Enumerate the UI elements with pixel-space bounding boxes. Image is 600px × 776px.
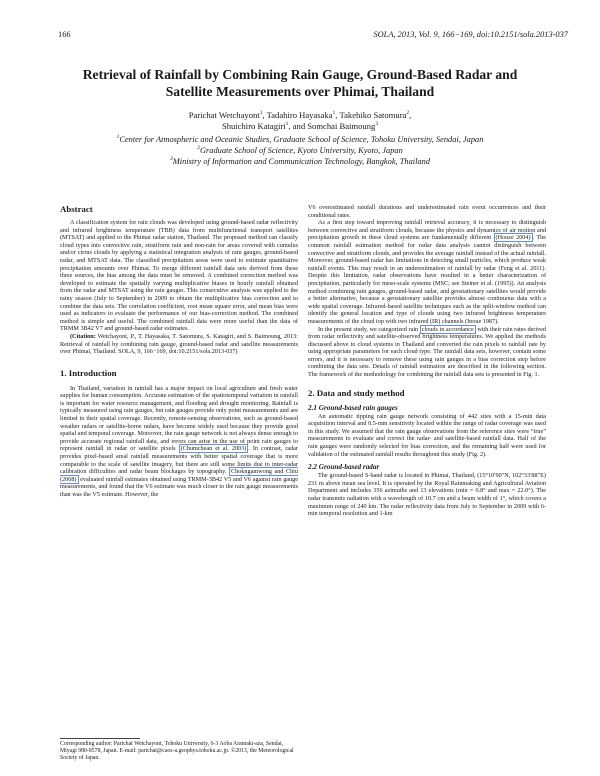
paper-title: Retrieval of Rainfall by Combining Rain Gauge, Ground-Based Radar and Satellite Measurements over Phimai, Thailand [82, 67, 518, 99]
page-number: 166 [58, 30, 71, 39]
abstract-heading: Abstract [60, 204, 93, 214]
paragraph: The ground-based S-band radar is located in Phimai, Thailand, (15°10′90″N, 102°33′88″E) 231 m above mean sea level. It is operated by the Royal Rainmaking and Agricultural Aviation Department and includes 356 azimuths and 13 elevations (min = 0.8° and max = 22.0°). The radar transmits radiation with a wavelength of 10.7 cm and a beam width of 1°, which covers a maximum range of 240 km. The radar reflectivity data from July to September in 2009 with 6-min temporal resolution and 1-km [308, 472, 546, 518]
running-header [58, 30, 568, 42]
affiliation-2: $^2$Graduate School of Science, Kyoto University, Kyoto, Japan [197, 145, 403, 155]
reference-link[interactable]: (Houze 2004) [495, 234, 531, 242]
reference-link[interactable]: Chokngamwong and Chiu (2008) [60, 468, 298, 483]
right-column [308, 204, 546, 518]
abstract-citation: (Citation: Wetchayont, P., T. Hayasaka, T. Satomura, S. Katagiri, and S. Baimoung, 2013: Retrieval of rainfall by combining rain gauge, ground-based radar and satellite measurements over Phimai, Thailand. SOLA, 9, 166−169, doi:10.2151/sola.2013-037) [60, 332, 298, 356]
paragraph: As a first step toward improving rainfall retrieval accuracy, it is necessary to distinguish between convective and stratiform clouds, because the physics and dynamics of air motion and precipitation growth in these cloud systems are fundamentally different (Houze 2004) . The common rainfall estimation method for radar data analysis cannot distinguish between convective and stratiform clouds, and provides the average rainfall instead of the actual rainfall. Moreover, ground-based radar has limitations in detecting small particles, which produce weak rainfall events. This may result in an underestimation of rainfall by radar (Feng et al. 2011). Despite this limitation, radar observations have resulted in a better characterization of precipitation, particularly for meso-scale systems (MSC; see Steiner et al. (1995)). An analysis method combining rain gauges, ground-based radar, and geostationary satellites would provide a better alternative, because a geostationary satellite provides almost continuous data with a wide spatial coverage. Infrared-based satellite techniques such as the split-window method can identify the general location and type of clouds using two infrared brightness temperature measurements of the cloud top with two infrared (IR) channels (Inoue 1987). [308, 219, 546, 325]
journal-citation: SOLA, 2013, Vol. 9, 166−169, doi:10.2151/sola.2013-037 [373, 30, 568, 39]
reference-link[interactable]: clouds in accordance [421, 325, 474, 333]
introduction-paragraph: In Thailand, variation in rainfall has a major impact on local agriculture and fresh water supplies for human consumption. Accurate estimation of the spatiotemporal variation in rainfall is important for water resource management, and flooding and drought monitoring. Rainfall is typically measured using rain gauges, but rain gauges provide only point measurements and are limited in their spatial coverage. Recently, remote-sensing observations, such as ground-based weather radars or satellite-borne radars, have become widely used because they provide good spatial and temporal coverage. Moreover, the rain gauge network is not always dense enough to provide accurate regional rainfall data, and errors can arise in the use of point rain gauges to represent rainfall in radar or satellite pixels (Chumchean et al. 2003) . In contrast, radar provides pixel-based areal rainfall measurements with better spatial coverage that is more comparable to the scale of satellite imagery, but there are still some limits due to inter-radar calibration difficulties and radar beam blockages by topography. Chokngamwong and Chiu (2008) evaluated rainfall estimates obtained using TRMM-3B42 V5 and V6 against rain gauge measurements, and found that the V6 estimate was much closer to the rain gauge measurements than was the V5 estimate. However, the [60, 384, 298, 498]
paragraph: In the present study, we categorized rain clouds in accordance with their rain rates derived from radar reflectivity and satellite-observed brightness temperatures. We applied the methods discussed above to cloud systems in Thailand and converted the rain pixels to rainfall rate by using appropriate parameters for each cloud type. The rainfall data sets, however, contain some errors, and it is necessary to remove these using rain gauges in a bias correction step before combining the data sets. Details of rainfall estimation are described in the following section. The framework of the methodology for combining the rainfall data sets is presented in Fig. 1. [308, 325, 546, 379]
left-column [60, 204, 298, 499]
reference-link[interactable]: (Chumchean et al. 2003) [180, 445, 247, 453]
affiliation-1: $^1$Center for Atmospheric and Oceanic Studies, Graduate School of Science, Tohoku University, Sendai, Japan [116, 134, 484, 144]
corresponding-author-footnote: Corresponding author: Parichat Wetchayont, Tohoku University, 6-3 Aoba Aramaki-aza, Sendai, Miyagi 980-8578, Japan. E-mail: parichat@caos-a.geophys.tohoku.ac.jp. ©2013, the Meteorological Society of Japan. [60, 741, 294, 762]
paragraph: V6 overestimated rainfall durations and underestimated rain event occurrences and their conditional rates. [308, 204, 546, 219]
introduction-heading: 1. Introduction [60, 367, 117, 378]
paragraph: An automatic tipping rain gauge network consisting of 442 sites with a 15-min data acquisition interval and 0.5-mm sensitivity located within the range of radar coverage was used in this study. We assumed that the rain gauge observations from the reference sites were “true” measurements to evaluate and correct the radar- and satellite-based rainfall data. Half of the rain gauges were randomly selected for bias correction, and the remaining half were used for validation of the estimated rainfall results throughout this study (Fig. 2). [308, 412, 546, 458]
subsection-2-2-heading: 2.2 Ground-based radar [308, 463, 380, 472]
subsection-2-1-heading: 2.1 Ground-based rain gauges [308, 403, 398, 412]
section-2-heading: 2. Data and study method [308, 387, 405, 398]
footnote-rule [60, 738, 140, 739]
affiliation-3: $^3$Ministry of Information and Communication Technology, Bangkok, Thailand [170, 156, 430, 166]
abstract-body: A classification system for rain clouds was developed using ground-based radar reflectivity and infrared brightness temperature (TBB) data from multifunctional transport satellites (MTSAT) and applied to the Phimai radar station, Thailand. The proposed method can classify cloud types into convective rain, stratiform rain and non-rain for areas covered with cumulus and/or cirrus clouds by applying a statistical integration analysis of rain gauges, ground-based radar, and MTSAT data. The classified precipitation areas were used to estimate quantitative precipitation amounts over Phimai. To merge different rainfall data sets derived from these three sources, the bias among the data must be removed. A combined correction method was developed to estimate the spatially varying multiplicative biases in hourly rainfall obtained from the radar and MTSAT using the rain gauges. This consecutive analysis was applied to the rainy season (July to September) in 2009 to obtain the multiplicative bias correction and to combine the data sets. The correlation coefficient, root mean square error, and mean bias were used as indicators to evaluate the performance of our bias-correction method. The combined method is simple and useful. The combined rainfall data were more useful than the data of TRMM 3B42 V7 and ground-based radar estimates. [60, 219, 298, 333]
affiliations [40, 134, 560, 167]
author-list: Parichat Wetchayont$^1$, Tadahiro Hayasaka$^1$, Takehiko Satomura$^2$, Shuichiro Katagiri$^1$, and Somchai Baimoung$^3$ [188, 110, 412, 131]
